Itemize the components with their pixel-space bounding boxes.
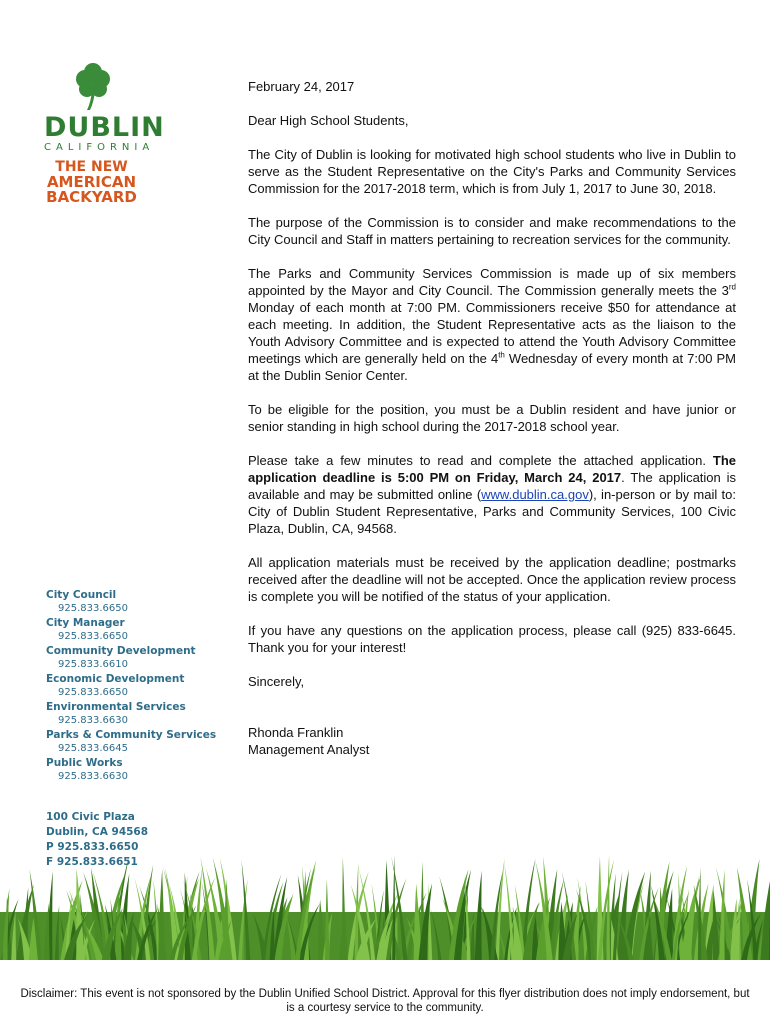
address-phone: P 925.833.6650 xyxy=(46,841,139,853)
text: Monday of each month at 7:00 PM. Commissioners receive $50 for attendance at each meeting. In addition, the Student Representative acts as the liaison to the Youth Advisory Committee and is expected to attend the Youth Advisory Committee meetings which are generally held on the 4 xyxy=(248,300,736,366)
signer-name: Rhonda Franklin xyxy=(248,725,344,740)
letter-body xyxy=(248,78,736,758)
text: The Parks and Community Services Commission is made up of six members appointed by the Mayor and City Council. The Commission generally meets the 3 xyxy=(248,266,736,298)
text: Please take a few minutes to read and complete the attached application. xyxy=(248,453,713,468)
dept-phone: 925.833.6650 xyxy=(58,687,128,698)
dept-phone: 925.833.6645 xyxy=(58,743,128,754)
paragraph-commission xyxy=(248,265,736,384)
grass-blade xyxy=(606,855,610,960)
deadline-text: The application deadline is 5:00 PM on Friday, March 24, 2017 xyxy=(248,453,736,485)
dept-city-council xyxy=(46,588,246,615)
dept-name: Environmental Services xyxy=(46,701,186,713)
dept-name: Parks & Community Services xyxy=(46,729,217,741)
signer-title: Management Analyst xyxy=(248,742,370,757)
address-line-1: 100 Civic Plaza xyxy=(46,811,135,823)
paragraph-eligibility: To be eligible for the position, you must be a Dublin resident and have junior or senior standing in high school during the 2017-2018 school year. xyxy=(248,402,736,434)
dept-name: Community Development xyxy=(46,645,196,657)
dept-community-development xyxy=(46,644,246,671)
text: . The application is available and may be submitted online ( xyxy=(248,470,736,502)
superscript: th xyxy=(498,350,505,360)
dept-phone: 925.833.6650 xyxy=(58,631,128,642)
dept-city-manager xyxy=(46,616,246,643)
dept-phone: 925.833.6650 xyxy=(58,603,128,614)
dublin-logo xyxy=(44,62,164,205)
dept-environmental-services xyxy=(46,700,246,727)
address-line-2: Dublin, CA 94568 xyxy=(46,826,149,838)
grass-illustration xyxy=(0,852,770,960)
letter-salutation: Dear High School Students, xyxy=(248,113,409,128)
address-fax: F 925.833.6651 xyxy=(46,856,138,868)
dept-parks-community-services xyxy=(46,728,246,755)
paragraph-materials: All application materials must be received by the application deadline; postmarks received after the deadline will not be accepted. Once the application review process is complete you will be notified of the status of your application. xyxy=(248,555,736,604)
logo-tagline-1: THE NEW xyxy=(55,159,128,175)
dept-public-works xyxy=(46,756,246,783)
dept-economic-development xyxy=(46,672,246,699)
letter-date: February 24, 2017 xyxy=(248,79,355,94)
paragraph-intro: The City of Dublin is looking for motivated high school students who live in Dublin to serve as the Student Representative on the City's Parks and Community Services Commission for the 2017-2018 term, which is from July 1, 2017 to June 30, 2018. xyxy=(248,147,736,196)
dept-phone: 925.833.6630 xyxy=(58,715,128,726)
logo-tagline-3: BACKYARD xyxy=(46,188,137,206)
text: Wednesday of every month at 7:00 PM at the Dublin Senior Center. xyxy=(248,351,736,383)
dept-phone: 925.833.6630 xyxy=(58,771,128,782)
text: ), in-person or by mail to: City of Dublin Student Representative, Parks and Community Services, 100 Civic Plaza, Dublin, CA, 94568. xyxy=(248,487,736,536)
dept-phone: 925.833.6610 xyxy=(58,659,128,670)
logo-tagline-2: AMERICAN xyxy=(46,173,137,191)
paragraph-purpose: The purpose of the Commission is to consider and make recommendations to the City Council and Staff in matters pertaining to recreation services for the community. xyxy=(248,215,736,247)
logo-state: CALIFORNIA xyxy=(44,142,155,153)
dept-name: Public Works xyxy=(46,757,123,769)
paragraph-questions: If you have any questions on the application process, please call (925) 833-6645. Thank you for your interest! xyxy=(248,623,736,655)
website-link[interactable]: www.dublin.ca.gov xyxy=(481,487,589,502)
logo-name: DUBLIN xyxy=(44,112,165,143)
department-directory xyxy=(46,588,246,784)
superscript: rd xyxy=(728,282,736,292)
letter-closing: Sincerely, xyxy=(248,674,305,689)
paragraph-application xyxy=(248,452,736,537)
dept-name: City Council xyxy=(46,589,117,601)
dept-name: City Manager xyxy=(46,617,125,629)
disclaimer: Disclaimer: This event is not sponsored by the Dublin Unified School District. Approval for this flyer distribution does not imply endorsement, but is a courtesy service to the community. xyxy=(20,988,750,1014)
shamrock-icon xyxy=(68,62,118,112)
dept-name: Economic Development xyxy=(46,673,185,685)
